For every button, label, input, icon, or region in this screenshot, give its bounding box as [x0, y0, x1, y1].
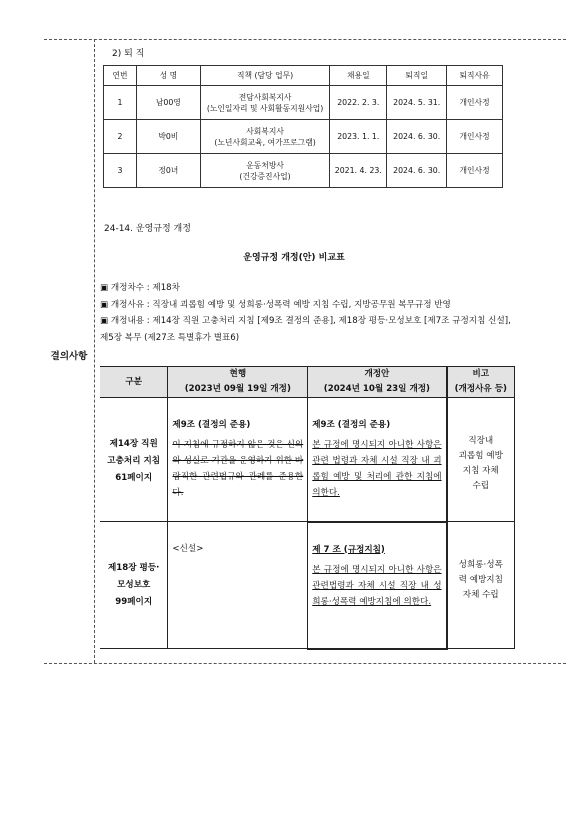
note-line: 성희롱·성폭 [458, 560, 503, 570]
row-name: 남00영 [136, 86, 200, 120]
table-row [104, 120, 503, 154]
row-reason: 개인사정 [447, 154, 503, 188]
col-header-no: 연번 [104, 66, 137, 86]
header-revised-label: 개정안 [364, 369, 390, 379]
table-row [104, 86, 503, 120]
revised-provision [308, 398, 447, 522]
col-header-reason: 퇴직사유 [447, 66, 503, 86]
note-line: 직장내 [468, 436, 494, 446]
side-label: 결의사항 [50, 351, 88, 362]
frame-top-border [44, 39, 566, 40]
row-hired: 2023. 1. 1. [330, 120, 387, 154]
row-category [100, 522, 168, 649]
position-title: 운동처방사 [246, 160, 284, 170]
col-header-retired: 퇴직일 [387, 66, 447, 86]
revised-article-title: 제9조 (결정의 준용) [312, 420, 391, 430]
table-row [100, 398, 515, 522]
category-line: 고충처리 지침 [107, 456, 161, 466]
current-article-title: <신설> [172, 544, 204, 554]
current-provision [168, 522, 308, 649]
row-reason: 개인사정 [447, 86, 503, 120]
revised-article-title: 제 7 조 (규정지침) [312, 544, 385, 555]
position-duty: (노년사회교육, 여가프로그램) [214, 137, 316, 147]
note-line: 력 예방지침 [458, 575, 503, 585]
revised-article-text: 본 규정에 명시되지 아니한 사항은 관련 법령과 자체 시설 직장 내 괴롭힘 예방 및 처리에 관한 지침에 의한다. [312, 440, 442, 498]
frame-column-divider [94, 39, 95, 663]
category-line: 모성보호 [117, 580, 151, 590]
row-hired: 2021. 4. 23. [330, 154, 387, 188]
header-category: 구분 [100, 367, 168, 398]
current-article-text: 이 지침에 규정하지 않은 것은 신의와 성실로 기관을 운영하기 위한 바람직한 관련법규와 관례를 준용한다. [172, 440, 304, 498]
header-current-date: (2023년 09월 19일 개정) [184, 384, 291, 394]
position-duty: (건강증진사업) [239, 171, 291, 181]
position-duty: (노인일자리 및 사회활동지원사업) [206, 103, 324, 113]
header-current-label: 현행 [229, 369, 247, 379]
col-header-position: 직책 (담당 업무) [200, 66, 330, 86]
header-revised [308, 367, 447, 398]
row-no: 3 [104, 154, 137, 188]
note-line: 자체 수립 [462, 590, 499, 600]
header-note-sub: (개정사유 등) [454, 384, 507, 394]
frame-bottom-border [44, 663, 566, 664]
category-line: 제18장 평등· [107, 563, 160, 573]
table-row [100, 522, 515, 649]
revised-article-text: 본 규정에 명시되지 아니한 사항은 관련법령과 자체 시설 직장 내 성희롱·성폭력 예방지침에 의한다. [312, 564, 442, 607]
row-category [100, 398, 168, 522]
retirement-header-row [104, 66, 503, 86]
row-name: 정0녀 [136, 154, 200, 188]
row-name: 박0비 [136, 120, 200, 154]
note-line: 지침 자체 [462, 466, 499, 476]
row-no: 2 [104, 120, 137, 154]
retirement-heading: 2) 퇴 직 [112, 49, 145, 59]
header-note-label: 비고 [472, 369, 490, 379]
section-title: 24-14. 운영규정 개정 [104, 224, 191, 234]
current-provision [168, 398, 308, 522]
row-position [200, 120, 330, 154]
revision-note [447, 522, 515, 649]
revision-reason: ▣ 개정사유 : 직장내 괴롭힘 예방 및 성희롱·성폭력 예방 지침 수립, 지방공무원 복무규정 반영 [100, 299, 451, 310]
row-retired: 2024. 6. 30. [387, 154, 447, 188]
row-position [200, 86, 330, 120]
row-retired: 2024. 6. 30. [387, 120, 447, 154]
document-title: 운영규정 개정(안) 비교표 [243, 253, 345, 263]
comparison-table [100, 366, 515, 650]
revision-note [447, 398, 515, 522]
retirement-table [103, 65, 503, 188]
header-current [168, 367, 308, 398]
position-title: 사회복지사 [246, 126, 284, 136]
category-page: 99페이지 [115, 597, 153, 607]
table-row [104, 154, 503, 188]
col-header-name: 성 명 [136, 66, 200, 86]
note-line: 괴롭힘 예방 [458, 451, 503, 461]
revision-content: ▣ 개정내용 : 제14장 직원 고충처리 지침 [제9조 결정의 준용], 제18장 평등·모성보호 [제7조 규정지침 신설], [100, 316, 511, 326]
row-hired: 2022. 2. 3. [330, 86, 387, 120]
col-header-hired: 채용일 [330, 66, 387, 86]
row-no: 1 [104, 86, 137, 120]
note-line: 수립 [472, 481, 490, 491]
row-retired: 2024. 5. 31. [387, 86, 447, 120]
revision-info [100, 280, 520, 346]
comparison-header-row [100, 367, 515, 398]
row-reason: 개인사정 [447, 120, 503, 154]
revision-content-cont: 제5장 복무 (제27조 특별휴가 별표6) [100, 332, 240, 343]
header-revised-date: (2024년 10월 23일 개정) [323, 384, 430, 394]
row-position [200, 154, 330, 188]
category-page: 61페이지 [115, 473, 153, 483]
category-line: 제14장 직원 [109, 439, 158, 449]
revision-count: ▣ 개정차수 : 제18차 [100, 283, 180, 293]
header-note [447, 367, 515, 398]
position-title: 전담사회복지사 [238, 92, 292, 102]
current-article-title: 제9조 (결정의 준용) [172, 420, 251, 430]
revised-provision [308, 522, 447, 649]
